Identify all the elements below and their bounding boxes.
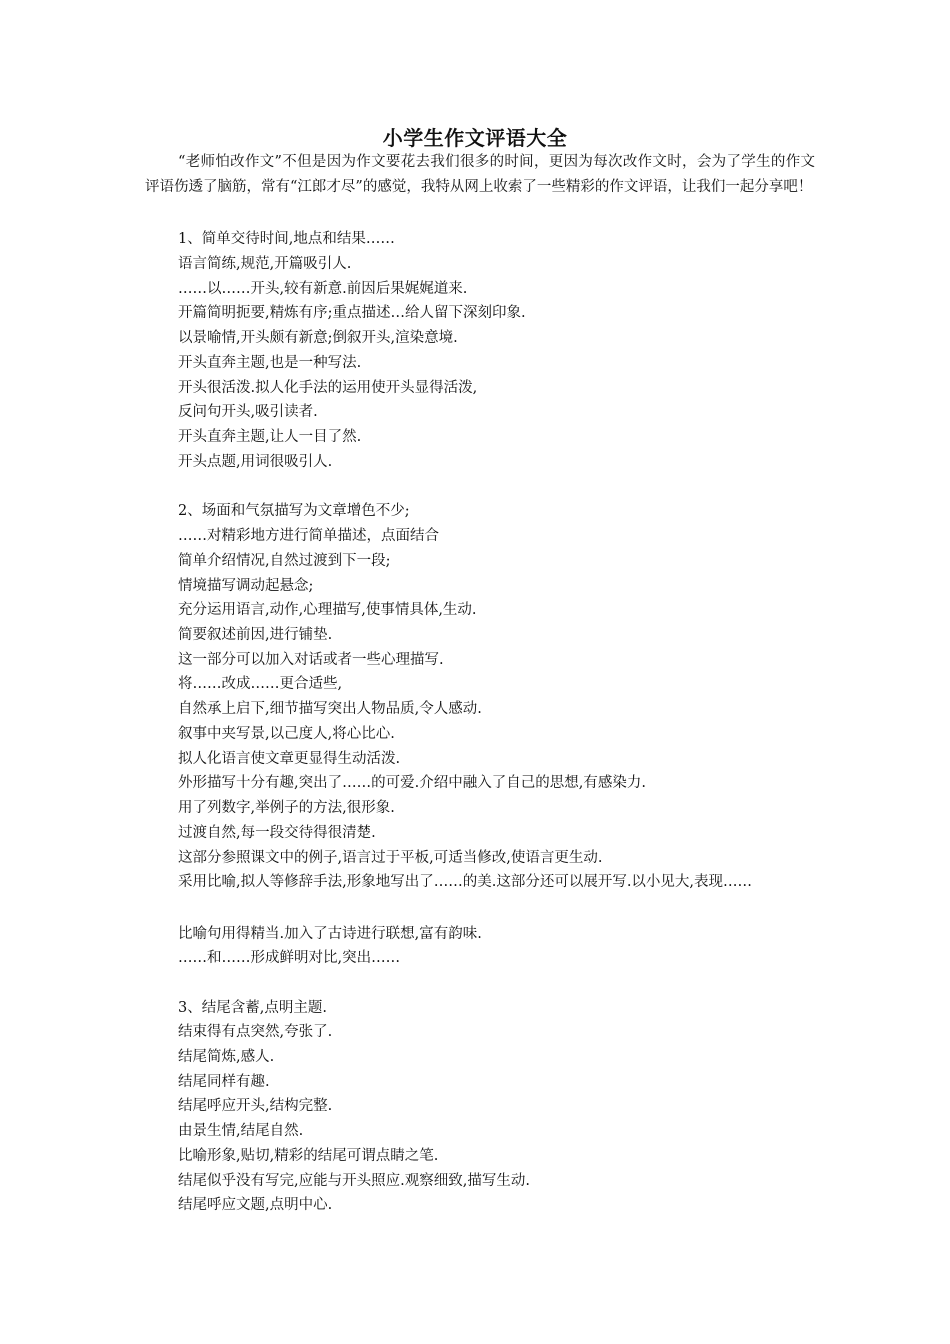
comment-line: 自然承上启下,细节描写突出人物品质,令人感动. (178, 701, 482, 717)
comment-line: 比喻句用得精当.加入了古诗进行联想,富有韵味. (178, 926, 482, 942)
intro-paragraph: “老师怕改作文”不但是因为作文要花去我们很多的时间，更因为每次改作文时，会为了学生的作文评语伤透了脑筋，常有“江郎才尽”的感觉，我特从网上收索了一些精彩的作文评语，让我们一起分享吧！ (145, 154, 815, 195)
section-3-heading: 3、结尾含蓄,点明主题. (178, 1000, 327, 1016)
comment-line: 简单介绍情况,自然过渡到下一段; (178, 553, 391, 569)
comment-line: 用了列数字,举例子的方法,很形象. (178, 800, 395, 816)
comment-line: ……和……形成鲜明对比,突出…… (178, 950, 401, 966)
comment-line: 过渡自然,每一段交待得很清楚. (178, 825, 376, 841)
comment-line: 开篇简明扼要,精炼有序;重点描述…给人留下深刻印象. (178, 305, 526, 321)
comment-line: 这一部分可以加入对话或者一些心理描写. (178, 652, 444, 668)
comment-line: 情境描写调动起悬念; (178, 578, 314, 594)
comment-line: 结尾呼应开头,结构完整. (178, 1098, 333, 1114)
comment-line: 语言简练,规范,开篇吸引人. (178, 256, 352, 272)
comment-line: 结尾同样有趣. (178, 1074, 270, 1090)
comment-line: 开头点题,用词很吸引人. (178, 454, 333, 470)
comment-line: 拟人化语言使文章更显得生动活泼. (178, 751, 401, 767)
comment-line: ……以……开头,较有新意.前因后果娓娓道来. (178, 281, 468, 297)
comment-line-wrapped: 采用比喻,拟人等修辞手法,形象地写出了……的美.这部分还可以展开写.以小见大,表现…… (178, 874, 753, 890)
section-2-heading: 2、场面和气氛描写为文章增色不少; (178, 503, 410, 519)
comment-line: 以景喻情,开头颇有新意;倒叙开头,渲染意境. (178, 330, 458, 346)
section-1-heading: 1、简单交待时间,地点和结果…… (178, 231, 395, 247)
comment-line: 将……改成……更合适些, (178, 676, 343, 692)
comment-line: 结尾简炼,感人. (178, 1049, 275, 1065)
comment-line: 简要叙述前因,进行铺垫. (178, 627, 333, 643)
comment-line: 反问句开头,吸引读者. (178, 404, 318, 420)
comment-line: 结束得有点突然,夸张了. (178, 1024, 333, 1040)
comment-line: 由景生情,结尾自然. (178, 1123, 304, 1139)
comment-line: 开头直奔主题,让人一目了然. (178, 429, 362, 445)
comment-line: 比喻形象,贴切,精彩的结尾可谓点睛之笔. (178, 1148, 439, 1164)
comment-line: 开头很活泼.拟人化手法的运用使开头显得活泼, (178, 380, 478, 396)
comment-line: 结尾呼应文题,点明中心. (178, 1197, 333, 1213)
comment-line: 充分运用语言,动作,心理描写,使事情具体,生动. (178, 602, 477, 618)
comment-line: 外形描写十分有趣,突出了……的可爱.介绍中融入了自己的思想,有感染力. (178, 775, 646, 791)
comment-line: 开头直奔主题,也是一种写法. (178, 355, 362, 371)
comment-line: 这部分参照课文中的例子,语言过于平板,可适当修改,使语言更生动. (178, 850, 603, 866)
comment-line: 结尾似乎没有写完,应能与开头照应.观察细致,描写生动. (178, 1173, 530, 1189)
comment-line: ……对精彩地方进行简单描述，点面结合 (178, 528, 439, 544)
comment-line: 叙事中夹写景,以己度人,将心比心. (178, 726, 395, 742)
document-title: 小学生作文评语大全 (382, 126, 568, 150)
